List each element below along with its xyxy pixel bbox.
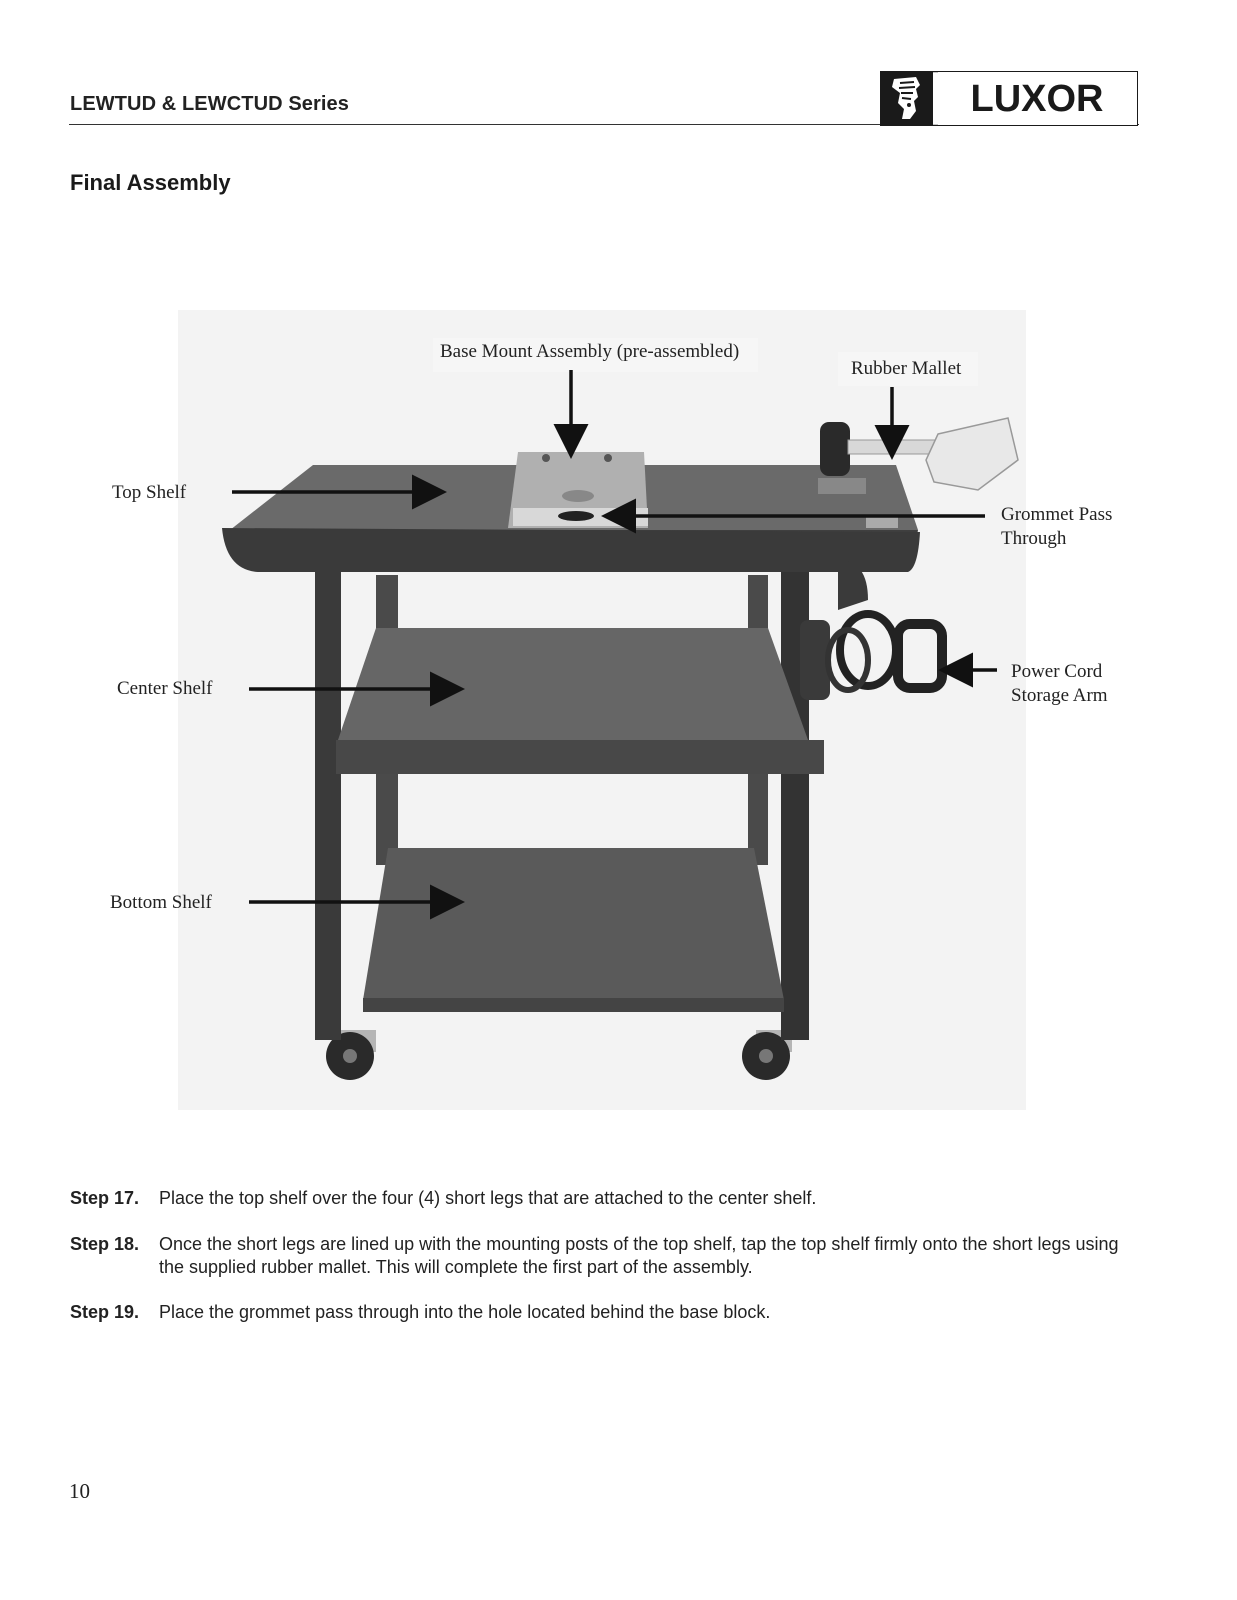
step-label: Step 19. [70,1302,140,1322]
step-label: Step 18. [70,1234,140,1254]
step-text: Once the short legs are lined up with the mounting posts of the top shelf, tap the top shelf firmly onto the short legs using the supplied rubber mallet. This will complete the first part of the assembly. [159,1234,1119,1277]
page-number: 10 [69,1479,90,1503]
callout-center-shelf: Center Shelf [117,678,213,699]
step-19 [70,1301,1145,1324]
callout-base-mount: Base Mount Assembly (pre-assembled) [440,341,740,362]
svg-text:LUXOR: LUXOR [970,78,1104,120]
step-17 [70,1187,1145,1210]
luxor-logo [880,71,1138,126]
step-18 [70,1233,1145,1279]
callout-power-cord-storage-arm [1011,660,1108,708]
step-text: Place the grommet pass through into the hole located behind the base block. [159,1302,771,1322]
center-shelf [338,628,808,740]
base-mount-block [508,452,648,528]
callout-power-line1: Power Cord [1011,661,1103,682]
callout-power-line2: Storage Arm [1011,685,1108,706]
callout-grommet-line2: Through [1001,528,1067,549]
cart-assembly-figure [178,310,1026,1110]
step-label: Step 17. [70,1188,140,1208]
callout-bottom-shelf: Bottom Shelf [110,892,212,913]
callout-top-shelf: Top Shelf [112,482,187,503]
callout-grommet-pass-through [1001,503,1112,551]
front-left-leg [315,570,341,1040]
step-text: Place the top shelf over the four (4) short legs that are attached to the center shelf. [159,1188,817,1208]
document-series-title: LEWTUD & LEWCTUD Series [70,93,349,115]
section-title: Final Assembly [70,170,231,195]
callout-grommet-line1: Grommet Pass [1001,504,1113,525]
callout-rubber-mallet: Rubber Mallet [851,358,962,379]
bottom-shelf [363,848,784,1000]
